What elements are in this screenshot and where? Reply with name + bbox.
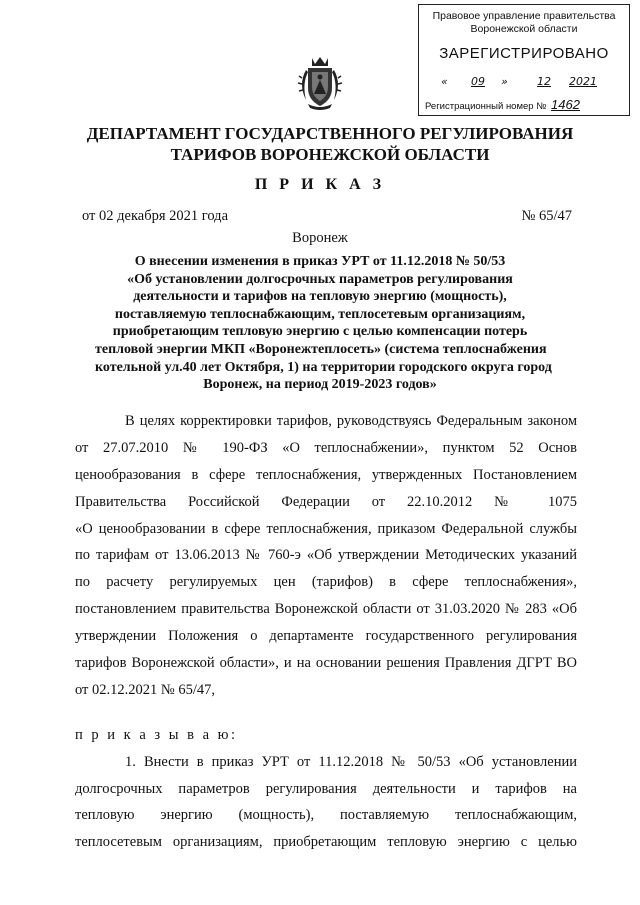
stamp-org-line-1: Правовое управление правительства: [432, 10, 616, 22]
stamp-reg-number: [425, 97, 625, 112]
preamble-line: по тарифам от 13.06.2013 № 760-э «Об утверждении Методических указаний: [75, 547, 577, 564]
subject-line: Воронеж, на период 2019-2023 годов»: [203, 377, 437, 393]
stamp-reg-label: Регистрационный номер №: [425, 101, 547, 112]
preamble-line: по расчету регулируемых цен (тарифов) в сфере теплоснабжения»,: [75, 574, 577, 591]
registration-stamp: [418, 4, 630, 116]
preamble-line: Правительства Российской Федерации от 22.10.2012 № 1075: [75, 493, 577, 510]
department-title-line-1: ДЕПАРТАМЕНТ ГОСУДАРСТВЕННОГО РЕГУЛИРОВАНИЯ: [86, 124, 574, 143]
preamble-line: тарифов Воронежской области», и на основании решения Правления ДГРТ ВО: [75, 655, 577, 672]
subject-line: поставляемую теплоснабжающим, теплосетевым организациям,: [114, 306, 526, 322]
document-kind: П Р И К А З: [254, 176, 386, 193]
stamp-reg-value: 1462: [551, 97, 580, 112]
department-title: [60, 123, 600, 165]
department-title-line-2: ТАРИФОВ ВОРОНЕЖСКОЙ ОБЛАСТИ: [170, 145, 490, 164]
stamp-date-month: 12: [537, 75, 551, 88]
stamp-date-day: 09: [471, 75, 485, 88]
preamble-line: «О ценообразовании в сфере теплоснабжения, приказом Федеральной службы: [75, 520, 577, 537]
subject-line: О внесении изменения в приказ УРТ от 11.12.2018 № 50/53: [134, 254, 506, 269]
document-date: от 02 декабря 2021 года: [82, 208, 228, 224]
item-line: тепловую энергию (мощность), поставляемую теплоснабжающим,: [75, 807, 577, 824]
stamp-org-line-2: Воронежской области: [470, 23, 578, 35]
order-body: [75, 408, 577, 856]
preamble-line: утверждении Положения о департаменте государственного регулирования: [75, 628, 577, 645]
order-subject: [95, 253, 552, 394]
preamble-line: от 02.12.2021 № 65/47,: [75, 681, 216, 698]
coat-of-arms-icon: [296, 54, 344, 110]
document-number: № 65/47: [521, 208, 572, 224]
order-word: п р и к а з ы в а ю:: [75, 726, 238, 743]
preamble-line: постановлением правительства Воронежской области от 31.03.2020 № 283 «Об: [75, 601, 577, 618]
preamble-line: ценообразования в сфере теплоснабжения, утвержденных Постановлением: [75, 466, 577, 483]
subject-line: «Об установлении долгосрочных параметров регулирования: [127, 271, 513, 287]
stamp-organization: [419, 10, 629, 36]
subject-line: тепловой энергии МКП «Воронежтеплосеть» (система теплоснабжения: [95, 341, 547, 357]
preamble-line: В целях корректировки тарифов, руководствуясь Федеральным законом: [125, 413, 577, 429]
preamble-line: от 27.07.2010 № 190-ФЗ «О теплоснабжении», пунктом 52 Основ: [75, 439, 577, 456]
document-city: Воронеж: [292, 230, 348, 246]
stamp-date-year: 2021: [569, 75, 597, 88]
stamp-status: ЗАРЕГИСТРИРОВАНО: [439, 45, 609, 62]
item-line: долгосрочных параметров регулирования деятельности и тарифов на: [75, 780, 577, 797]
subject-line: приобретающим тепловую энергию с целью компенсации потерь: [112, 324, 528, 340]
stamp-date: « 09 » 12 2021: [441, 75, 597, 88]
subject-line: деятельности и тарифов на тепловую энергию (мощность),: [133, 289, 507, 305]
item-line: 1. Внести в приказ УРТ от 11.12.2018 № 50/53 «Об установлении: [125, 753, 577, 770]
item-line: теплосетевым организациям, приобретающим тепловую энергию с целью: [75, 834, 577, 851]
subject-line: котельной ул.40 лет Октября, 1) на территории городского округа город: [95, 359, 552, 375]
